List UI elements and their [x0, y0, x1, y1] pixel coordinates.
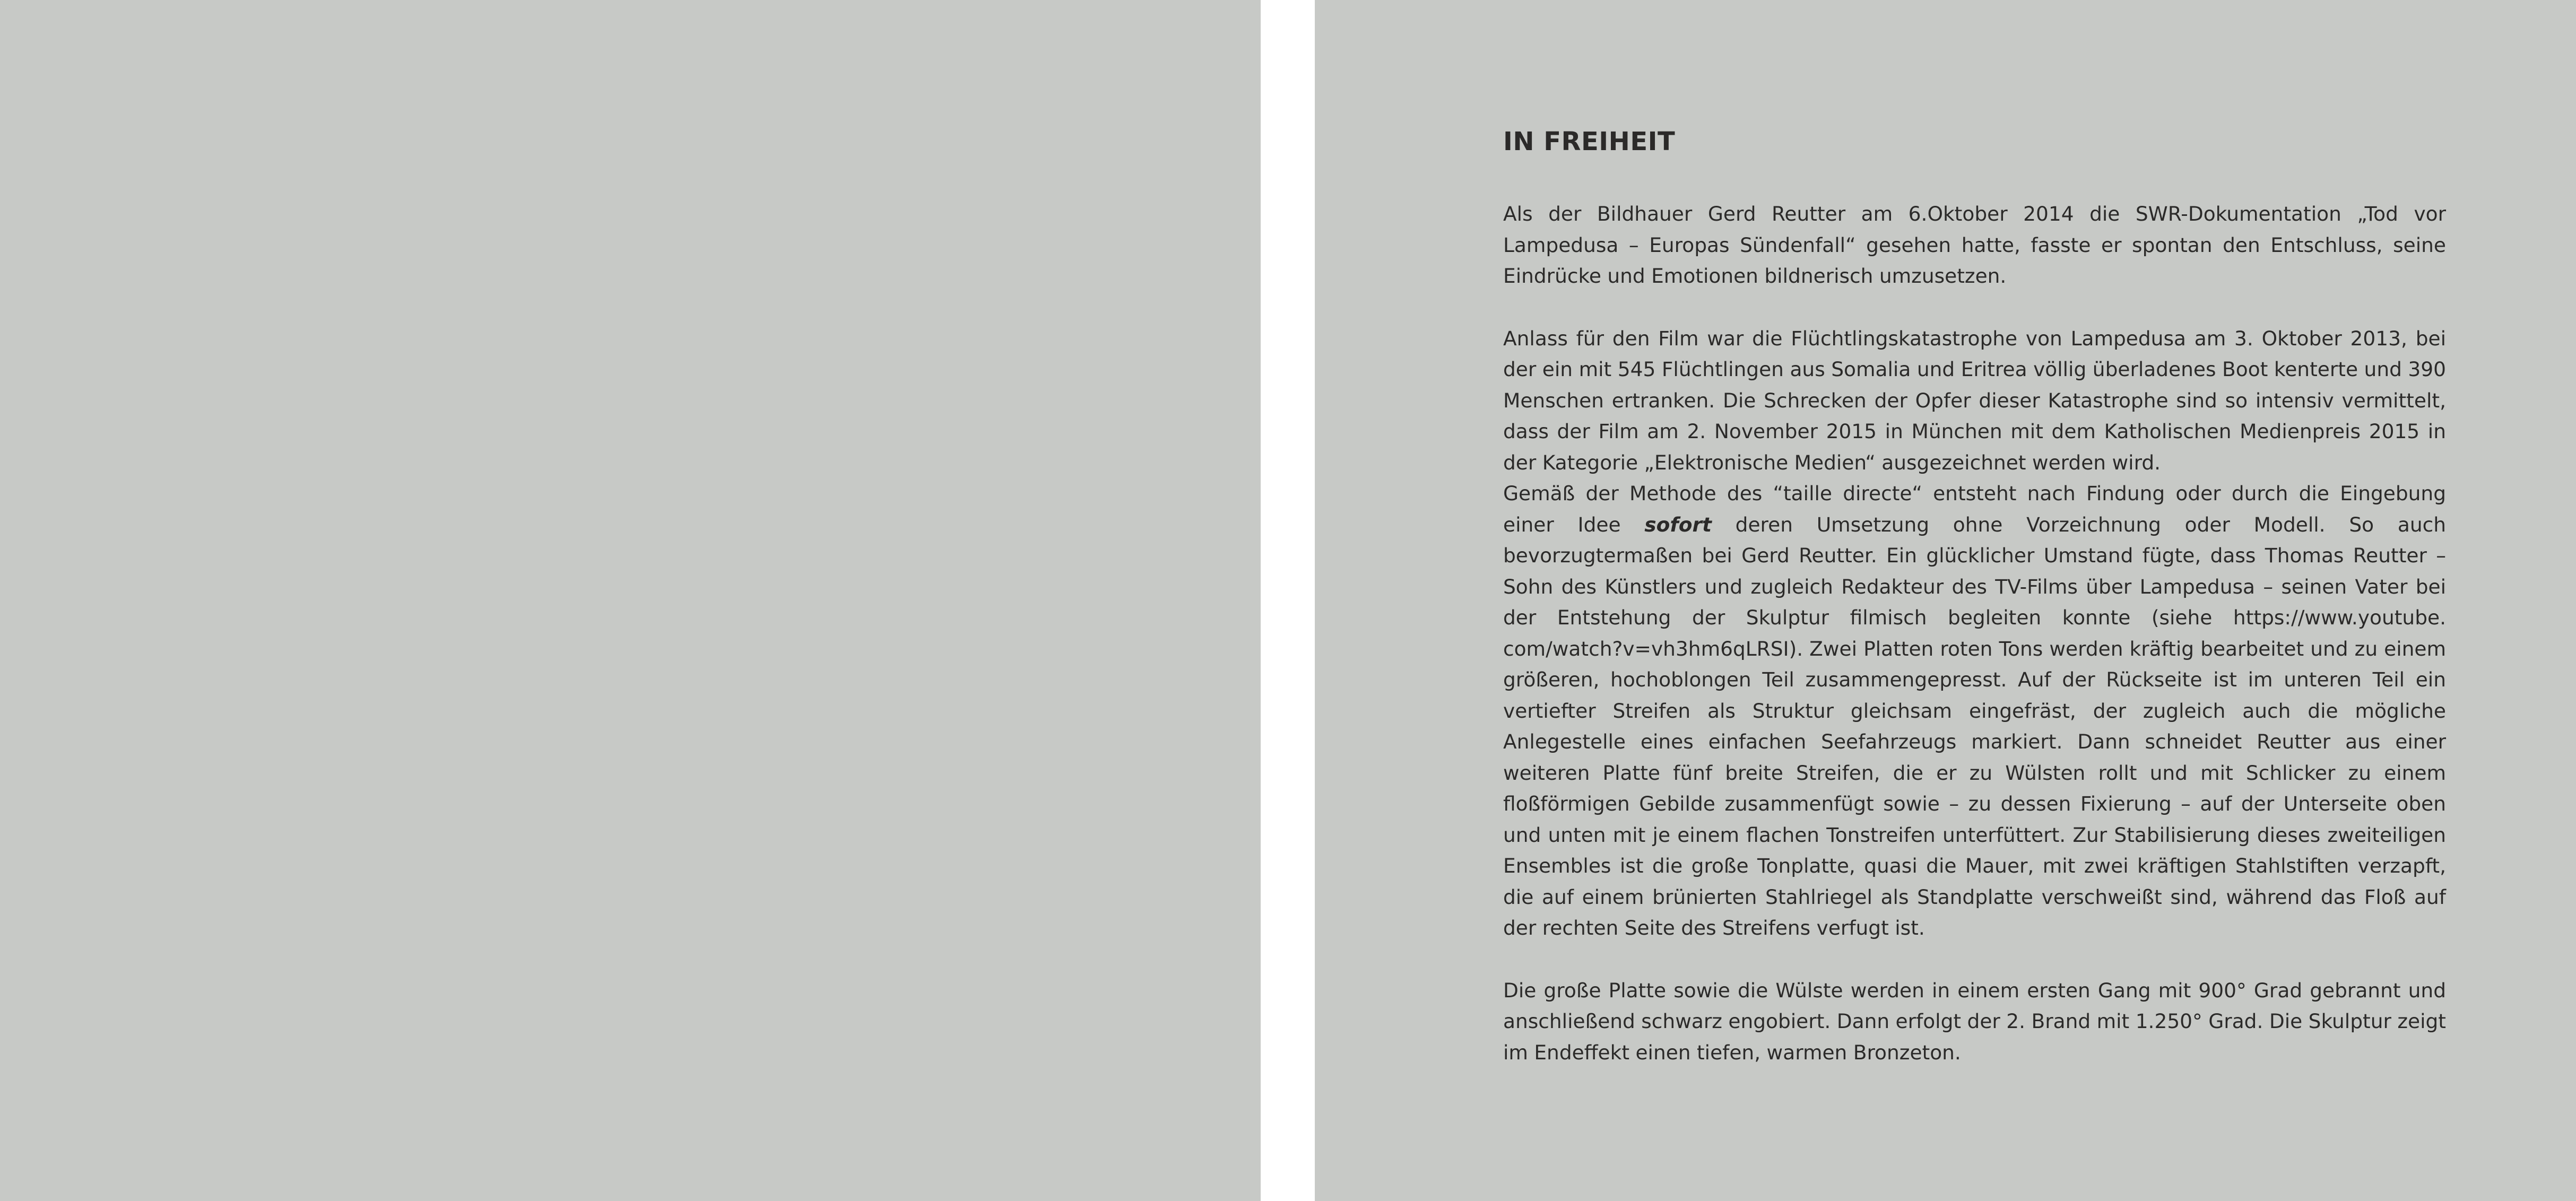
article-heading: IN FREIHEIT	[1503, 127, 1676, 156]
paragraph-firing: Die große Platte sowie die Wülste werden in einem ersten Gang mit 900° Grad gebrannt und anschließend schwarz engobiert. Dann erfolgt der 2. Brand mit 1.250° Grad. Die Skulptur zeigt im Endeffekt einen tiefen, warmen Bronzeton.	[1503, 978, 2446, 1064]
paragraph-method-start: Gemäß der Methode des “taille directe“ entsteht nach Findung oder durch die Eingebung einer Idee	[1503, 482, 2446, 536]
emphasis-sofort: sofort	[1644, 512, 1712, 536]
page-gutter	[1261, 0, 1315, 1201]
paragraph-intro: Als der Bildhauer Gerd Reutter am 6.Oktober 2014 die SWR-Dokumentation „Tod vor Lampedusa – Europas Sündenfall“ gesehen hatte, fasste er spontan den Entschluss, seine Eindrücke und Emotionen bildnerisch umzusetzen.	[1503, 202, 2446, 288]
paragraph-method-rest: deren Umsetzung ohne Vorzeichnung oder Modell. So auch bevorzugtermaßen bei Gerd Reutter. Ein glücklicher Umstand fügte, dass Thomas Reutter – Sohn des Künstlers und zugleich Redakteur des TV-Films über Lampedusa – seinen Vater bei der Entstehung der Skulptur filmisch begleiten konnte (siehe https://www.youtube. com/watch?v=vh3hm6qLRSI). Zwei Platten roten Tons werden kräftig bearbeitet und zu einem größeren, hochoblongen Teil zusammengepresst. Auf der Rückseite ist im unteren Teil ein vertiefter Streifen als Struktur gleichsam eingefräst, der zugleich auch die mögliche Anlegestelle eines einfachen Seefahrzeugs markiert. Dann schneidet Reutter aus einer weiteren Platte fünf breite Streifen, die er zu Wülsten rollt und mit Schlicker zu einem floßförmigen Gebilde zusammenfügt sowie – zu dessen Fixierung – auf der Unterseite oben und unten mit je einem flachen Tonstreifen unterfüttert. Zur Stabilisierung dieses zweiteiligen Ensembles ist die große Tonplatte, quasi die Mauer, mit zwei kräftigen Stahlstiften verzapft, die auf einem brünierten Stahlriegel als Standplatte verschweißt sind, während das Floß auf der rechten Seite des Streifens verfugt ist.	[1503, 512, 2447, 939]
paragraph-film-context: Anlass für den Film war die Flüchtlingskatastrophe von Lampedusa am 3. Oktober 2013, bei der ein mit 545 Flüchtlingen aus Somalia und Eritrea völlig überladenes Boot kenterte und 390 Menschen ertranken. Die Schrecken der Opfer dieser Katastrophe sind so intensiv vermittelt, dass der Film am 2. November 2015 in München mit dem Katholischen Medienpreis 2015 in der Kategorie „Elektronische Medien“ ausgezeichnet werden wird.	[1503, 326, 2446, 474]
article-text-block	[1503, 118, 2446, 1068]
right-page	[1315, 0, 2576, 1201]
paragraph-method	[1503, 478, 2446, 944]
left-page-blank	[0, 0, 1261, 1201]
